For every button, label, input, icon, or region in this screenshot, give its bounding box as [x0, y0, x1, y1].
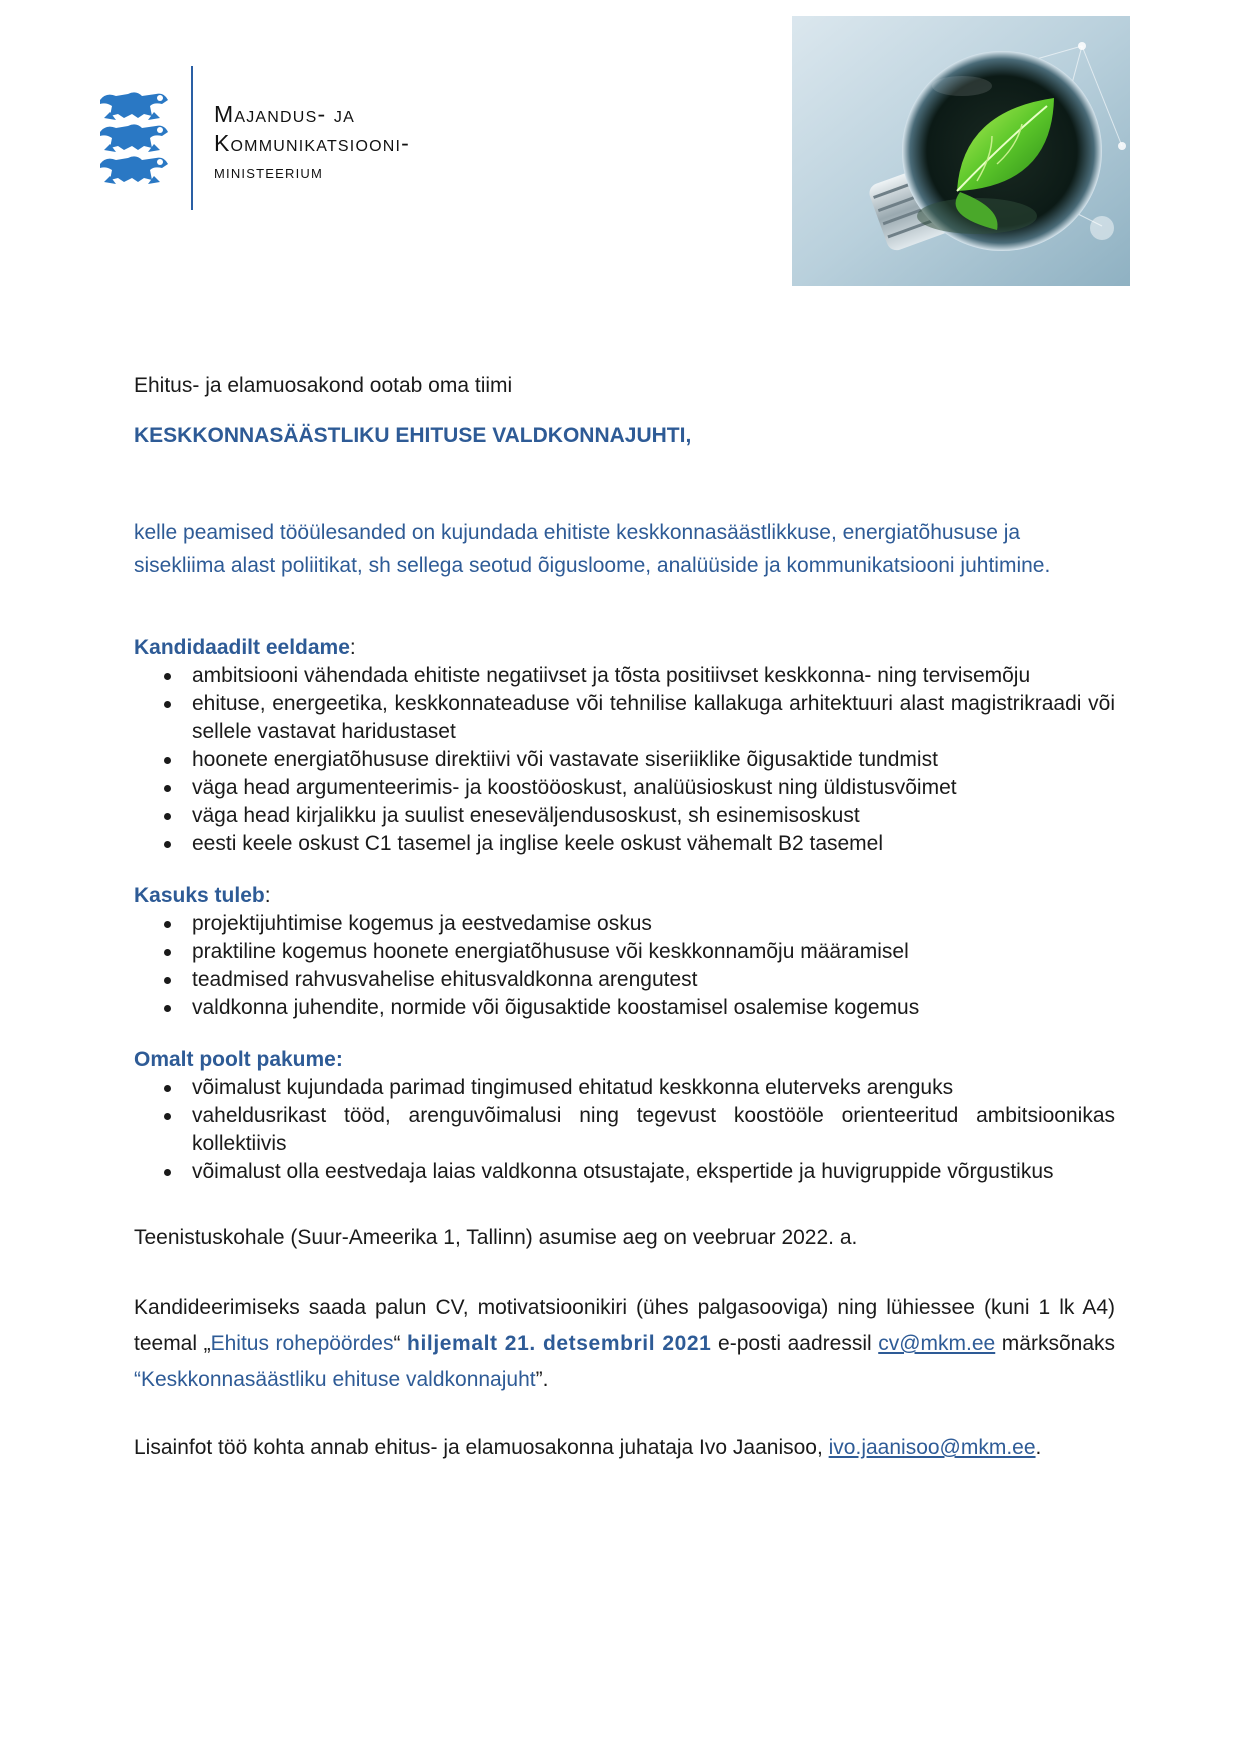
application-text-2: e-posti aadressil: [711, 1332, 879, 1355]
quote-open: „: [203, 1332, 211, 1355]
list-item: võimalust kujundada parimad tingimused ehitatud keskkonna eluterveks arenguks: [192, 1074, 1115, 1102]
keyword-close: ”: [535, 1368, 543, 1391]
list-item: väga head argumenteerimis- ja koostööoskust, analüüsioskust ning üldistusvõimet: [192, 774, 1115, 802]
list-item: väga head kirjalikku ja suulist eneseväljendusoskust, sh esinemisoskust: [192, 802, 1115, 830]
application-keyword: Keskkonnasäästliku ehituse valdkonnajuht: [141, 1368, 536, 1391]
list-item: teadmised rahvusvahelise ehitusvaldkonna arengutest: [192, 966, 1115, 994]
list-item: võimalust olla eestvedaja laias valdkonna otsustajate, ekspertide ja huvigruppide võrgustikus: [192, 1158, 1115, 1186]
posting-content: [134, 372, 1115, 1462]
list-item: eesti keele oskust C1 tasemel ja inglise keele oskust vähemalt B2 tasemel: [192, 830, 1115, 858]
requirements-heading-suffix: :: [349, 636, 356, 659]
ministry-name-line-2: Kommunikatsiooni-: [214, 130, 410, 156]
advantages-heading-suffix: :: [264, 884, 271, 907]
list-item: projektijuhtimise kogemus ja eestvedamise oskus: [192, 910, 1115, 938]
ministry-name-line-1: Majandus- ja: [214, 101, 355, 127]
contact-email-link[interactable]: ivo.jaanisoo@mkm.ee: [828, 1436, 1036, 1459]
list-item: praktiline kogemus hoonete energiatõhususe või keskkonnamõju määramisel: [192, 938, 1115, 966]
start-info: Teenistuskohale (Suur-Ameerika 1, Tallinn) asumise aeg on veebruar 2022. a.: [134, 1226, 858, 1249]
hero-image: [792, 16, 1130, 286]
application-text-1: Kandideerimiseks saada palun CV, motivatsioonikiri (ühes palgasooviga) ning lühiessee (kuni 1 lk A4) teemal: [134, 1296, 1115, 1355]
list-item: hoonete energiatõhususe direktiivi või vastavate siseriiklike õigusaktide tundmist: [192, 746, 1115, 774]
application-text-4: .: [542, 1368, 549, 1391]
contact-info: [134, 1434, 1115, 1462]
requirements-heading: [134, 634, 1115, 662]
requirements-list: [134, 662, 1115, 858]
logo-divider: [191, 66, 193, 210]
keyword-open: “: [134, 1368, 141, 1391]
application-deadline: hiljemalt 21. detsembril 2021: [407, 1332, 712, 1355]
offer-list: [134, 1074, 1115, 1186]
ministry-name-line-3: ministeerium: [214, 162, 324, 183]
application-text-3: märksõnaks: [995, 1332, 1116, 1355]
list-item: valdkonna juhendite, normide või õigusaktide koostamisel osalemise kogemus: [192, 994, 1115, 1022]
essay-topic: Ehitus rohepöördes: [210, 1332, 394, 1355]
advantages-heading-text: Kasuks tuleb: [134, 884, 265, 907]
coat-of-arms-icon: [98, 88, 170, 188]
duties-text: kelle peamised tööülesanded on kujundada ehitiste keskkonnasäästlikkuse, energiatõhususe ja sisekliima alast poliitikat, sh sellega seotud õigusloome, analüüside ja kommunikatsiooni juhtimine.: [134, 521, 1051, 577]
intro-text: Ehitus- ja elamuosakond ootab oma tiimi: [134, 374, 513, 397]
contact-text: Lisainfot töö kohta annab ehitus- ja elamuosakonna juhataja Ivo Jaanisoo,: [134, 1436, 829, 1459]
application-email-link[interactable]: cv@mkm.ee: [878, 1332, 996, 1355]
list-item: ambitsiooni vähendada ehitiste negatiivset ja tõsta positiivset keskkonna- ning tervisemõju: [192, 662, 1115, 690]
list-item: ehituse, energeetika, keskkonnateaduse või tehnilise kallakuga arhitektuuri alast magistrikraadi või sellele vastavat haridustaset: [192, 690, 1115, 746]
application-instructions: [134, 1290, 1115, 1398]
light-bulb-leaf-icon: [792, 16, 1130, 286]
requirements-heading-text: Kandidaadilt eeldame: [134, 636, 350, 659]
contact-end: .: [1035, 1436, 1042, 1459]
position-title-text: KESKKONNASÄÄSTLIKU EHITUSE VALDKONNAJUHTI: [134, 424, 686, 447]
position-title: [134, 422, 1115, 450]
position-title-suffix: ,: [685, 424, 692, 447]
quote-close: “: [393, 1332, 401, 1355]
ministry-name: [214, 100, 410, 187]
ministry-logo: [98, 66, 458, 210]
list-item: vaheldusrikast tööd, arenguvõimalusi ning tegevust koostööle orienteeritud ambitsioonikas kollektiivis: [192, 1102, 1115, 1158]
advantages-heading: [134, 882, 1115, 910]
offer-heading: Omalt poolt pakume:: [134, 1048, 343, 1071]
advantages-list: [134, 910, 1115, 1022]
